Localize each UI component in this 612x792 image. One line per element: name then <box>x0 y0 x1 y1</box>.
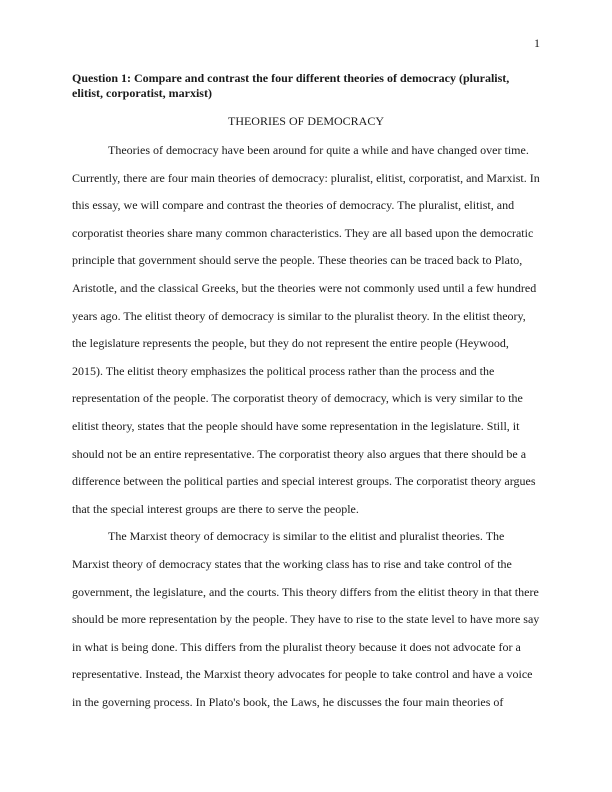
paragraph-2: The Marxist theory of democracy is similar to the elitist and pluralist theories. The Marxist theory of democracy states that the working class has to rise and take control of the government, the legislature, and the courts. This theory differs from the elitist theory in that there should be more representation by the people. They have to rise to the state level to have more say in what is being done. This differs from the pluralist theory because it does not advocate for a representative. Instead, the Marxist theory advocates for people to take control and have a voice in the governing process. In Plato's book, the Laws, he discusses the four main theories of <box>72 529 540 709</box>
question-heading: Question 1: Compare and contrast the four different theories of democracy (pluralist, elitist, corporatist, marxist) <box>72 71 510 100</box>
page-number: 1 <box>534 36 540 50</box>
essay-title: THEORIES OF DEMOCRACY <box>227 114 384 128</box>
paragraph-1: Theories of democracy have been around for quite a while and have changed over time. Currently, there are four main theories of democracy: pluralist, elitist, corporatist, and Marxist. In this essay, we will compare and contrast the theories of democracy. The pluralist, elitist, and corporatist theories share many common characteristics. They are all based upon the democratic principle that government should serve the people. These theories can be traced back to Plato, Aristotle, and the classical Greeks, but the theories were not commonly used until a few hundred years ago. The elitist theory of democracy is similar to the pluralist theory. In the elitist theory, the legislature represents the people, but they do not represent the entire people (Heywood, 2015). The elitist theory emphasizes the political process rather than the process and the representation of the people. The corporatist theory of democracy, which is very similar to the elitist theory, states that the people should have some representation in the legislature. Still, it should not be an entire representative. The corporatist theory also argues that there should be a difference between the political parties and special interest groups. The corporatist theory argues that the special interest groups are there to serve the people. <box>72 143 540 516</box>
essay-body <box>72 137 540 716</box>
